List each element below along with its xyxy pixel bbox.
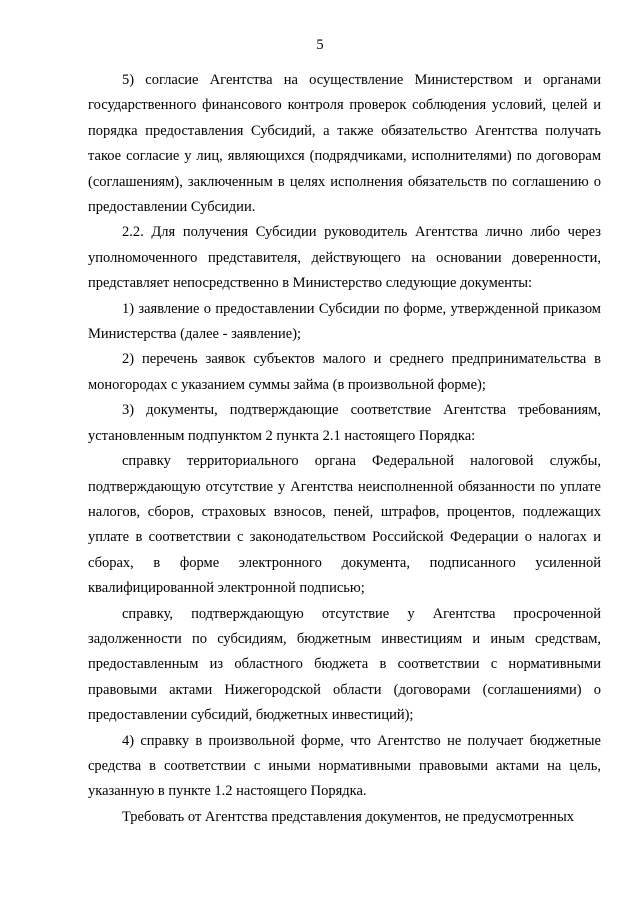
paragraph-item-1: 1) заявление о предоставлении Субсидии по форме, утвержденной приказом Министерства (далее - заявление); (88, 300, 601, 343)
paragraph-requirement: Требовать от Агентства представления документов, не предусмотренных (122, 808, 574, 825)
document-body (88, 68, 601, 830)
paragraph-item-2: 2) перечень заявок субъектов малого и среднего предпринимательства в моногородах с указанием суммы займа (в произвольной форме); (88, 351, 601, 393)
paragraph-2-2: 2.2. Для получения Субсидии руководитель Агентства лично либо через уполномоченного представителя, действующего на основании доверенности, представляет непосредственно в Министерство следующие документы: (88, 224, 601, 292)
paragraph-debt-certificate: справку, подтверждающую отсутствие у Агентства просроченной задолженности по субсидиям, бюджетным инвестициям и иным средствам, предоставленным из областного бюджета в соответствии с нормативными правовыми актами Нижегородской области (договорами (соглашениями) о предоставлении субсидий, бюджетных инвестиций); (88, 605, 601, 724)
paragraph-item-3: 3) документы, подтверждающие соответствие Агентства требованиям, установленным подпунктом 2 пункта 2.1 настоящего Порядка: (88, 402, 601, 444)
paragraph-consent: 5) согласие Агентства на осуществление Министерством и органами государственного финансового контроля проверок соблюдения условий, целей и порядка предоставления Субсидий, а также обязательство Агентства получать такое согласие у лиц, являющихся (подрядчиками, исполнителями) по договорам (соглашениям), заключенным в целях исполнения обязательств по соглашению о предоставлении Субсидии. (88, 72, 601, 216)
paragraph-item-4: 4) справку в произвольной форме, что Агентство не получает бюджетные средства в соответствии с иными нормативными правовыми актами на цель, указанную в пункте 1.2 настоящего Порядка. (88, 732, 601, 800)
page-number: 5 (316, 37, 324, 53)
paragraph-tax-certificate: справку территориального органа Федеральной налоговой службы, подтверждающую отсутствие у Агентства неисполненной обязанности по уплате налогов, сборов, страховых взносов, пеней, штрафов, процентов, подлежащих уплате в соответствии с законодательством Российской Федерации о налогах и сборах, в форме электронного документа, подписанного усиленной квалифицированной электронной подписью; (88, 453, 601, 597)
